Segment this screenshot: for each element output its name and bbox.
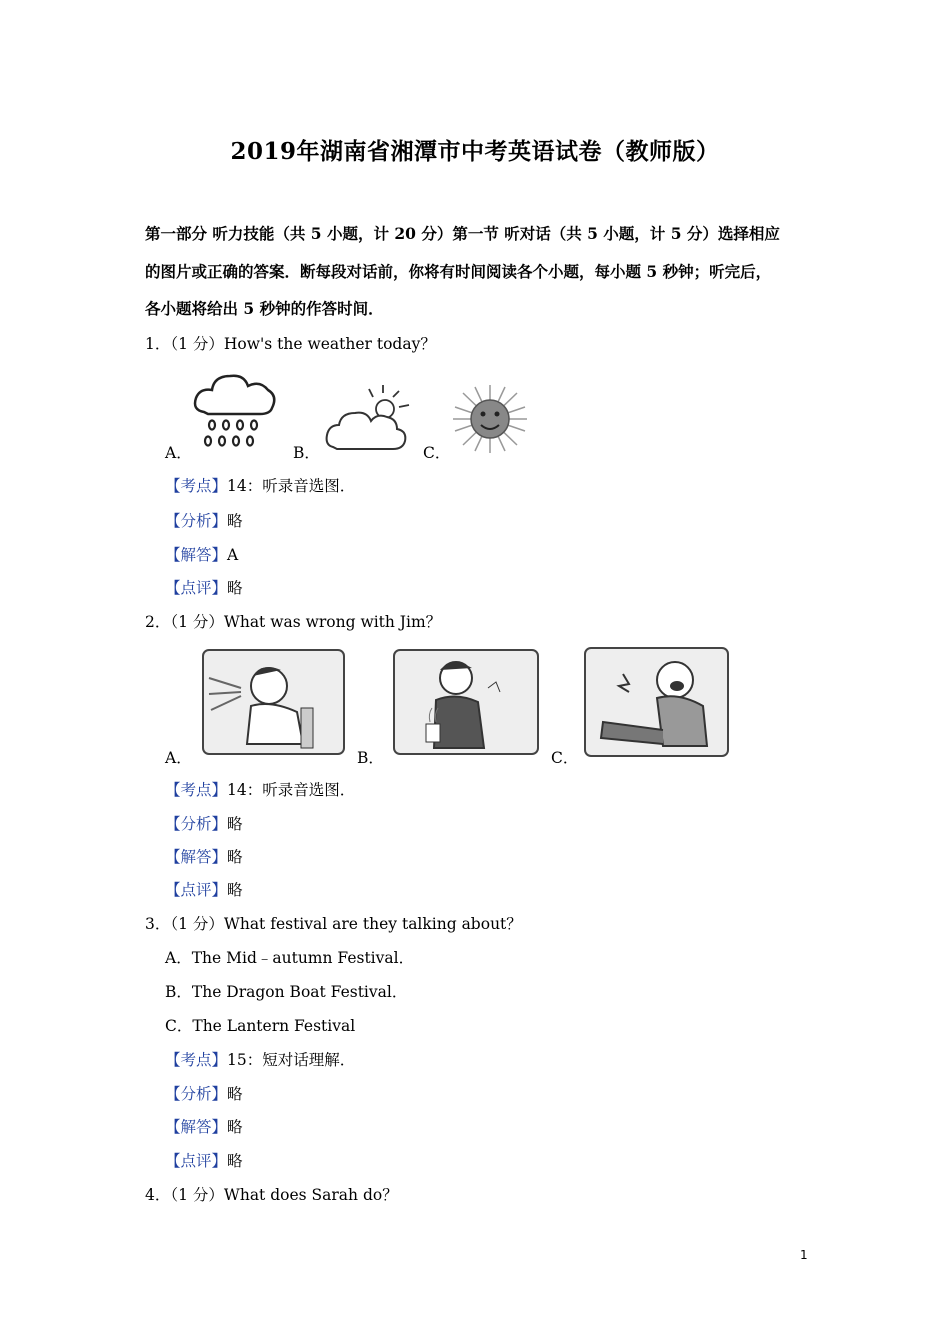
page-title: 2019年湖南省湘潭市中考英语试卷（教师版） [230,138,720,165]
question-3-option-c: C．The Lantern Festival [165,1017,356,1035]
fenxi-label: 【分析】 [165,1085,228,1103]
question-2-jieda [165,845,243,867]
question-2-option-a-label: A． [165,749,192,767]
dianping-label: 【点评】 [165,1152,228,1170]
jieda-text: 略 [227,1118,243,1136]
sick-boy-with-tea-illustration [392,648,540,756]
fenxi-label: 【分析】 [165,512,228,530]
dianping-label: 【点评】 [165,579,228,597]
cloudy-sun-icon [325,383,415,455]
jieda-text: 略 [227,848,243,866]
question-2-option-c-label: C． [551,749,579,767]
question-1-option-b-label: B． [293,444,320,462]
dianping-text: 略 [227,1152,243,1170]
question-1-jieda [165,543,238,565]
sneezing-boy-illustration [201,648,346,756]
question-3-option-a: A．The Mid﹣autumn Festival． [165,949,415,967]
question-1-fenxi [165,509,243,531]
question-3-jieda [165,1115,243,1137]
question-3-option-b: B．The Dragon Boat Festival． [165,983,408,1001]
question-3-kaodian [165,1048,355,1070]
page-number: 1 [800,1248,808,1262]
kaodian-label: 【考点】 [165,781,228,799]
kaodian-text: 14：听录音选图． [227,781,356,799]
fenxi-text: 略 [227,1085,243,1103]
question-3-dianping [165,1149,243,1171]
kaodian-text: 15：短对话理解． [227,1051,356,1069]
hurt-leg-boy-illustration [583,646,730,758]
dianping-text: 略 [227,881,243,899]
section-intro-line-1: 第一部分 听力技能（共 5 小题，计 20 分）第一节 听对话（共 5 小题，计 5 分）选择相应 [145,224,780,243]
kaodian-text: 14：听录音选图． [227,477,356,495]
jieda-label: 【解答】 [165,1118,228,1136]
kaodian-label: 【考点】 [165,477,228,495]
jieda-label: 【解答】 [165,848,228,866]
section-intro-line-2: 的图片或正确的答案．断每段对话前，你将有时间阅读各个小题，每小题 5 秒钟；听完后， [145,262,772,281]
dianping-label: 【点评】 [165,881,228,899]
rain-cloud-icon [190,370,280,455]
smiling-sun-icon [449,383,531,455]
fenxi-text: 略 [227,512,243,530]
question-2-kaodian [165,778,355,800]
question-1-stem: 1．（1 分）How's the weather today？ [145,335,436,353]
fenxi-text: 略 [227,815,243,833]
question-2-option-b-label: B． [357,749,384,767]
jieda-text: A [227,546,239,564]
question-1-kaodian [165,474,355,496]
question-2-fenxi [165,812,243,834]
question-2-dianping [165,878,243,900]
jieda-label: 【解答】 [165,546,228,564]
fenxi-label: 【分析】 [165,815,228,833]
question-3-fenxi [165,1082,243,1104]
question-1-option-a-label: A． [165,444,192,462]
question-4-stem: 4．（1 分）What does Sarah do？ [145,1186,398,1204]
question-1-dianping [165,576,243,598]
question-1-option-c-label: C． [423,444,451,462]
kaodian-label: 【考点】 [165,1051,228,1069]
question-2-stem: 2．（1 分）What was wrong with Jim？ [145,613,442,631]
question-3-stem: 3．（1 分）What festival are they talking about？ [145,915,522,933]
section-intro-line-3: 各小题将给出 5 秒钟的作答时间． [145,299,384,318]
dianping-text: 略 [227,579,243,597]
